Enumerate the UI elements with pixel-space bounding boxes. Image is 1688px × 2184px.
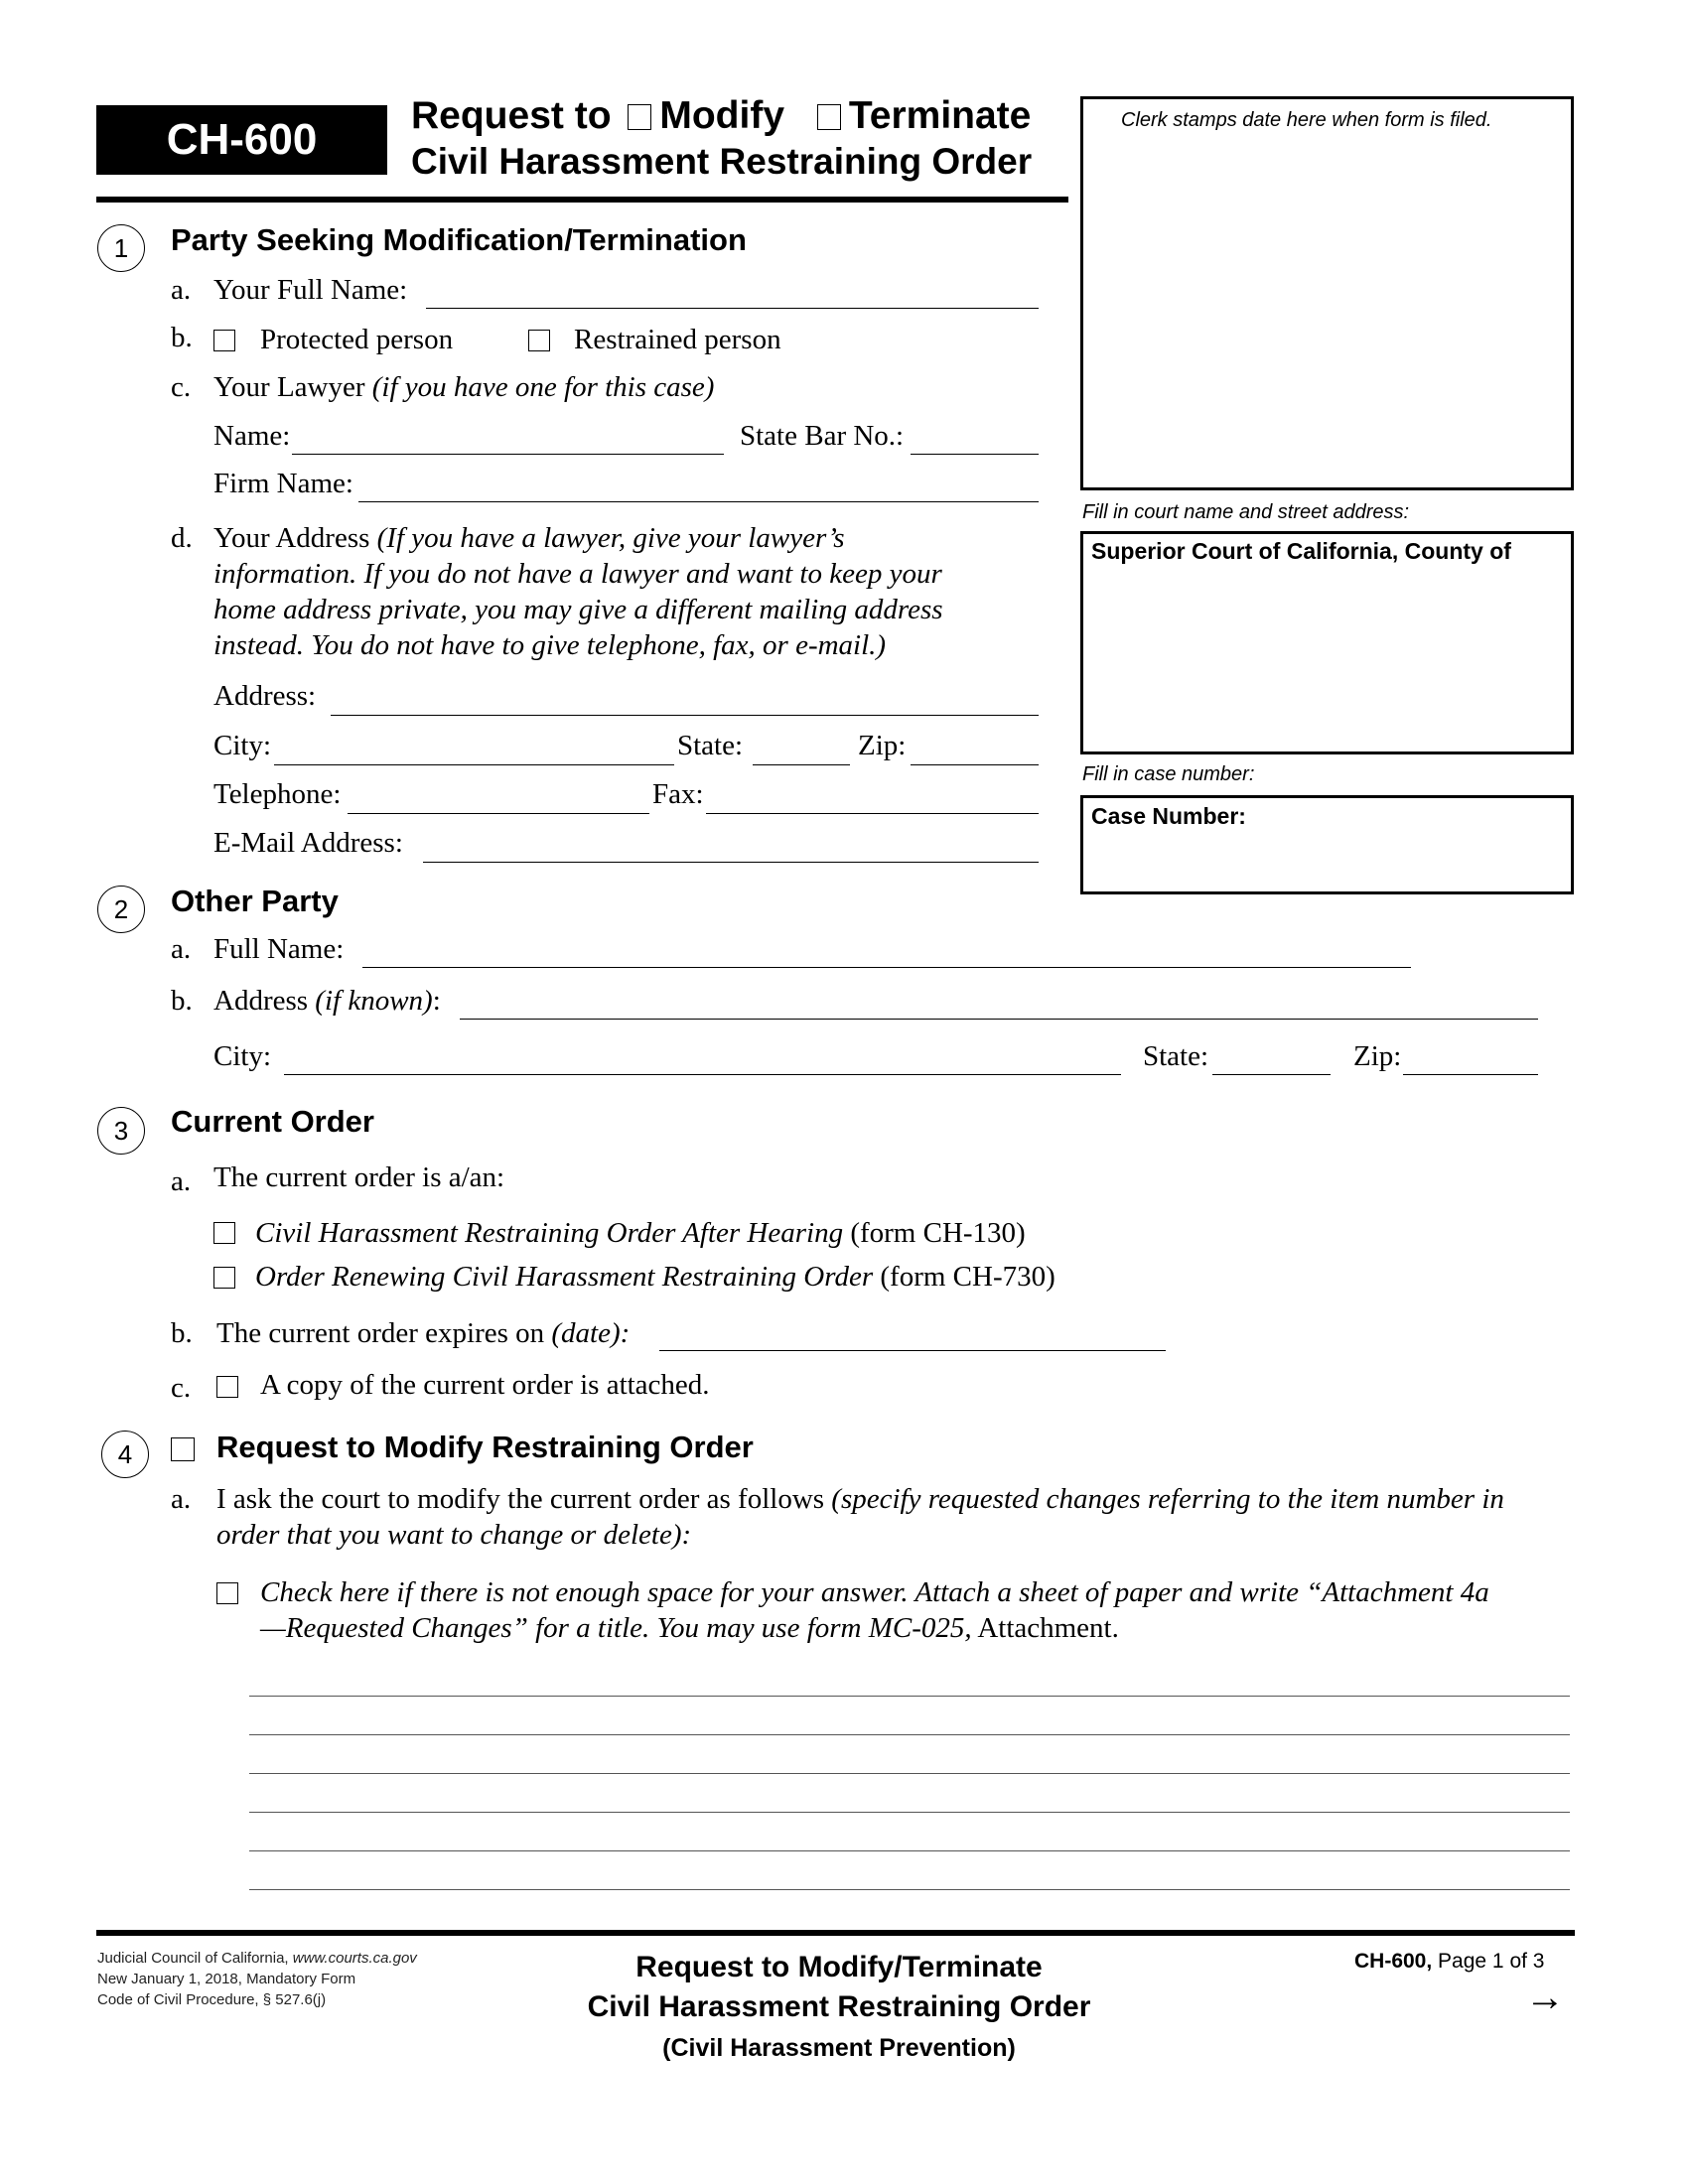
state-bar-field[interactable]	[911, 454, 1039, 455]
current-order-label: The current order is a/an:	[213, 1161, 505, 1193]
firm-name-label: Firm Name:	[213, 468, 353, 499]
order-after-hearing-title: Civil Harassment Restraining Order After Hearing	[255, 1217, 844, 1249]
more-space-end: Attachment.	[977, 1612, 1119, 1644]
other-full-name-label: Full Name:	[213, 933, 345, 965]
case-number-field[interactable]	[1080, 795, 1574, 894]
copy-attached-checkbox[interactable]	[216, 1376, 238, 1398]
other-full-name-field[interactable]	[362, 967, 1411, 968]
address-instructions-1	[213, 520, 845, 556]
address-note-1: (If you have a lawyer, give your lawyer’s	[376, 522, 845, 554]
section-4-heading: Request to Modify Restraining Order	[216, 1430, 754, 1464]
modify-request-text: I ask the court to modify the current order as follows	[216, 1483, 825, 1515]
address-note-4: instead. You do not have to give telephone, fax, or e-mail.)	[213, 629, 887, 661]
state-bar-label: State Bar No.:	[740, 420, 905, 452]
answer-line[interactable]	[249, 1734, 1570, 1735]
other-zip-field[interactable]	[1403, 1074, 1538, 1075]
title-prefix: Request to	[411, 94, 612, 137]
footer-page-number: Page 1 of 3	[1438, 1950, 1545, 1973]
email-field[interactable]	[423, 862, 1039, 863]
order-renewing-title: Order Renewing Civil Harassment Restraining Order	[255, 1261, 874, 1293]
court-hint: Fill in court name and street address:	[1082, 501, 1410, 523]
answer-line[interactable]	[249, 1773, 1570, 1774]
case-number-label: Case Number:	[1091, 803, 1246, 829]
order-renewing-form: (form CH-730)	[880, 1261, 1055, 1293]
next-page-arrow-icon[interactable]: →	[1525, 1976, 1565, 2019]
zip-field[interactable]	[911, 764, 1039, 765]
protected-person-checkbox[interactable]	[213, 330, 235, 351]
form-title-line1	[411, 93, 1031, 139]
footer-revision: New January 1, 2018, Mandatory Form	[97, 1971, 356, 1987]
other-address-field[interactable]	[460, 1019, 1538, 1020]
request-modify-checkbox[interactable]	[171, 1437, 195, 1461]
other-address-label	[213, 983, 441, 1019]
section-4-number: 4	[101, 1431, 149, 1478]
firm-name-field[interactable]	[358, 501, 1039, 502]
footer-title-line2: Civil Harassment Restraining Order	[587, 1990, 1091, 2023]
footer-publisher-name: Judicial Council of California,	[97, 1950, 289, 1967]
footer-left	[97, 1948, 417, 2010]
lawyer-name-field[interactable]	[292, 454, 724, 455]
more-space-line1: Check here if there is not enough space for your answer. Attach a sheet of paper and write “Attachment 4a	[260, 1576, 1489, 1608]
section-2-heading: Other Party	[171, 884, 339, 918]
lawyer-name-label: Name:	[213, 420, 291, 452]
item-c-letter: c.	[171, 1372, 192, 1404]
modify-request-line1	[216, 1481, 1504, 1517]
protected-person-label: Protected person	[260, 324, 454, 355]
modify-request-note1: (specify requested changes referring to the item number in	[831, 1483, 1504, 1515]
section-2-number: 2	[97, 886, 145, 933]
clerk-stamp-box	[1080, 96, 1574, 490]
address-note-2: information. If you do not have a lawyer and want to keep your	[213, 558, 942, 590]
footer-rule	[96, 1930, 1575, 1936]
modify-request-note2: order that you want to change or delete):	[216, 1519, 692, 1551]
restrained-person-checkbox[interactable]	[528, 330, 550, 351]
clerk-stamp-text: Clerk stamps date here when form is filed.	[1121, 109, 1492, 131]
other-city-field[interactable]	[284, 1074, 1121, 1075]
other-address-colon: :	[432, 985, 441, 1017]
state-field[interactable]	[753, 764, 850, 765]
modify-checkbox[interactable]	[628, 104, 651, 130]
copy-attached-label: A copy of the current order is attached.	[260, 1369, 710, 1401]
answer-line[interactable]	[249, 1696, 1570, 1697]
terminate-label: Terminate	[848, 94, 1032, 137]
restrained-person-label: Restrained person	[574, 324, 781, 355]
address-field[interactable]	[331, 715, 1039, 716]
order-after-hearing-label	[255, 1215, 1026, 1251]
answer-line[interactable]	[249, 1850, 1570, 1851]
item-a-letter: a.	[171, 1165, 192, 1197]
lawyer-note: (if you have one for this case)	[371, 371, 715, 403]
court-name-field[interactable]	[1080, 531, 1574, 754]
form-title-line2: Civil Harassment Restraining Order	[411, 141, 1033, 182]
case-hint: Fill in case number:	[1082, 763, 1255, 785]
footer-publisher	[97, 1948, 417, 1969]
lawyer-label-text: Your Lawyer	[213, 371, 365, 403]
order-renewing-checkbox[interactable]	[213, 1267, 235, 1289]
other-address-note: (if known)	[315, 985, 433, 1017]
section-3-number: 3	[97, 1107, 145, 1155]
terminate-checkbox[interactable]	[817, 104, 841, 130]
more-space-text2: —Requested Changes” for a title. You may use form MC-025,	[260, 1612, 972, 1644]
zip-label: Zip:	[858, 730, 907, 761]
header-rule	[96, 197, 1068, 203]
city-label: City:	[213, 730, 272, 761]
address-note-3: home address private, you may give a different mailing address	[213, 594, 943, 625]
item-d-letter: d.	[171, 522, 193, 554]
footer-title	[496, 1948, 1182, 2069]
item-b-letter: b.	[171, 322, 193, 353]
state-label: State:	[677, 730, 744, 761]
more-space-line2	[260, 1610, 1119, 1646]
fax-label: Fax:	[652, 778, 704, 810]
footer-code: Code of Civil Procedure, § 527.6(j)	[97, 1991, 327, 2008]
lawyer-label	[213, 369, 714, 405]
footer-url[interactable]: www.courts.ca.gov	[292, 1950, 417, 1967]
section-1-number: 1	[97, 224, 145, 272]
modify-label: Modify	[659, 94, 785, 137]
other-zip-label: Zip:	[1353, 1040, 1402, 1072]
item-b-letter: b.	[171, 1317, 193, 1349]
telephone-field[interactable]	[348, 813, 649, 814]
other-city-label: City:	[213, 1040, 272, 1072]
answer-line[interactable]	[249, 1889, 1570, 1890]
item-c-letter: c.	[171, 371, 192, 403]
expiry-label	[216, 1315, 630, 1351]
answer-line[interactable]	[249, 1812, 1570, 1813]
address-label: Address:	[213, 680, 317, 712]
other-address-text: Address	[213, 985, 309, 1017]
section-3-heading: Current Order	[171, 1104, 374, 1139]
footer-page-info	[1354, 1950, 1544, 1974]
item-a-letter: a.	[171, 274, 192, 306]
footer-title-line1: Request to Modify/Terminate	[635, 1951, 1043, 1983]
city-field[interactable]	[274, 764, 674, 765]
more-space-checkbox[interactable]	[216, 1582, 238, 1604]
item-a-letter: a.	[171, 1483, 192, 1515]
expiry-text: The current order expires on	[216, 1317, 545, 1349]
telephone-label: Telephone:	[213, 778, 342, 810]
order-after-hearing-form: (form CH-130)	[850, 1217, 1026, 1249]
other-state-field[interactable]	[1212, 1074, 1331, 1075]
form-id-badge: CH-600	[96, 105, 387, 175]
item-a-letter: a.	[171, 933, 192, 965]
fax-field[interactable]	[706, 813, 1039, 814]
email-label: E-Mail Address:	[213, 827, 403, 859]
order-after-hearing-checkbox[interactable]	[213, 1222, 235, 1244]
expiry-note: (date):	[551, 1317, 631, 1349]
other-state-label: State:	[1143, 1040, 1209, 1072]
section-1-heading: Party Seeking Modification/Termination	[171, 222, 747, 257]
expiry-date-field[interactable]	[659, 1350, 1166, 1351]
footer-form-id: CH-600,	[1354, 1950, 1433, 1973]
item-b-letter: b.	[171, 985, 193, 1017]
full-name-field[interactable]	[426, 308, 1039, 309]
address-heading: Your Address	[213, 522, 370, 554]
court-name-value: Superior Court of California, County of	[1091, 538, 1511, 564]
order-renewing-label	[255, 1259, 1055, 1295]
footer-subtitle: (Civil Harassment Prevention)	[662, 2034, 1016, 2062]
full-name-label: Your Full Name:	[213, 274, 408, 306]
